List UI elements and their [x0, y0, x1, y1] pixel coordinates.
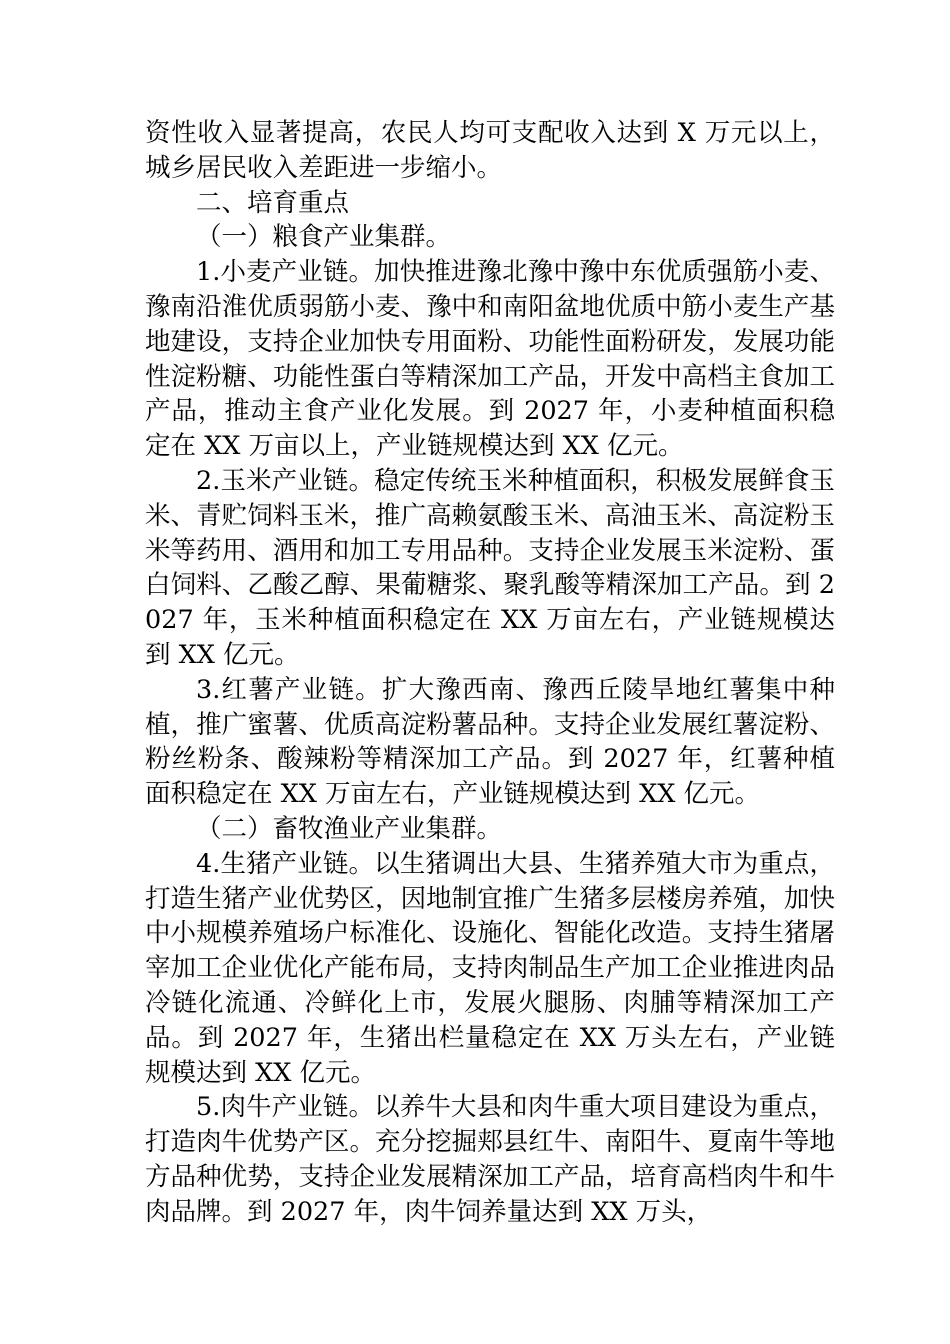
paragraph-beef-cattle-chain: 5.肉牛产业链。以养牛大县和肉牛重大项目建设为重点，打造肉牛优势产区。充分挖掘郏县红牛、南阳牛、夏南牛等地方品种优势，支持企业发展精深加工产品，培育高档肉牛和牛肉品牌。到 2027 年，肉牛饲养量达到 XX 万头， — [145, 1092, 835, 1227]
paragraph-sweet-potato-chain: 3.红薯产业链。扩大豫西南、豫西丘陵旱地红薯集中种植，推广蜜薯、优质高淀粉薯品种。支持企业发展红薯淀粉、粉丝粉条、酸辣粉等精深加工产品。到 2027 年，红薯种植面积稳定在 XX 万亩左右，产业链规模达到 XX 亿元。 — [145, 674, 835, 810]
paragraph-income-summary: 资性收入显著提高，农民人均可支配收入达到 X 万元以上，城乡居民收入差距进一步缩小。 — [145, 118, 835, 183]
document-page — [145, 116, 835, 1230]
subsection-heading-grain-cluster: （一）粮食产业集群。 — [196, 222, 452, 253]
paragraph-hog-chain: 4.生猪产业链。以生猪调出大县、生猪养殖大市为重点，打造生猪产业优势区，因地制宜推广生猪多层楼房养殖，加快中小规模养殖场户标准化、设施化、智能化改造。支持生猪屠宰加工企业优化产能布局，支持肉制品生产加工企业推进肉品冷链化流通、冷鲜化上市，发展火腿肠、肉脯等精深加工产品。到 2027 年，生猪出栏量稳定在 XX 万头左右，产业链规模达到 XX 亿元。 — [145, 848, 835, 1088]
subsection-heading-livestock-fishery-cluster: （二）畜牧渔业产业集群。 — [196, 813, 503, 844]
paragraph-corn-chain: 2.玉米产业链。稳定传统玉米种植面积，积极发展鲜食玉米、青贮饲料玉米，推广高赖氨酸玉米、高油玉米、高淀粉玉米等药用、酒用和加工专用品种。支持企业发展玉米淀粉、蛋白饲料、乙酸乙醇、果葡糖浆、聚乳酸等精深加工产品。到 2027 年，玉米种植面积稳定在 XX 万亩左右，产业链规模达到 XX 亿元。 — [145, 465, 835, 670]
paragraph-wheat-chain: 1.小麦产业链。加快推进豫北豫中豫中东优质强筋小麦、豫南沿淮优质弱筋小麦、豫中和南阳盆地优质中筋小麦生产基地建设，支持企业加快专用面粉、功能性面粉研发，发展功能性淀粉糖、功能性蛋白等精深加工产品，开发中高档主食加工产品，推动主食产业化发展。到 2027 年，小麦种植面积稳定在 XX 万亩以上，产业链规模达到 XX 亿元。 — [145, 257, 835, 462]
section-heading-key-focus: 二、培育重点 — [196, 187, 350, 218]
